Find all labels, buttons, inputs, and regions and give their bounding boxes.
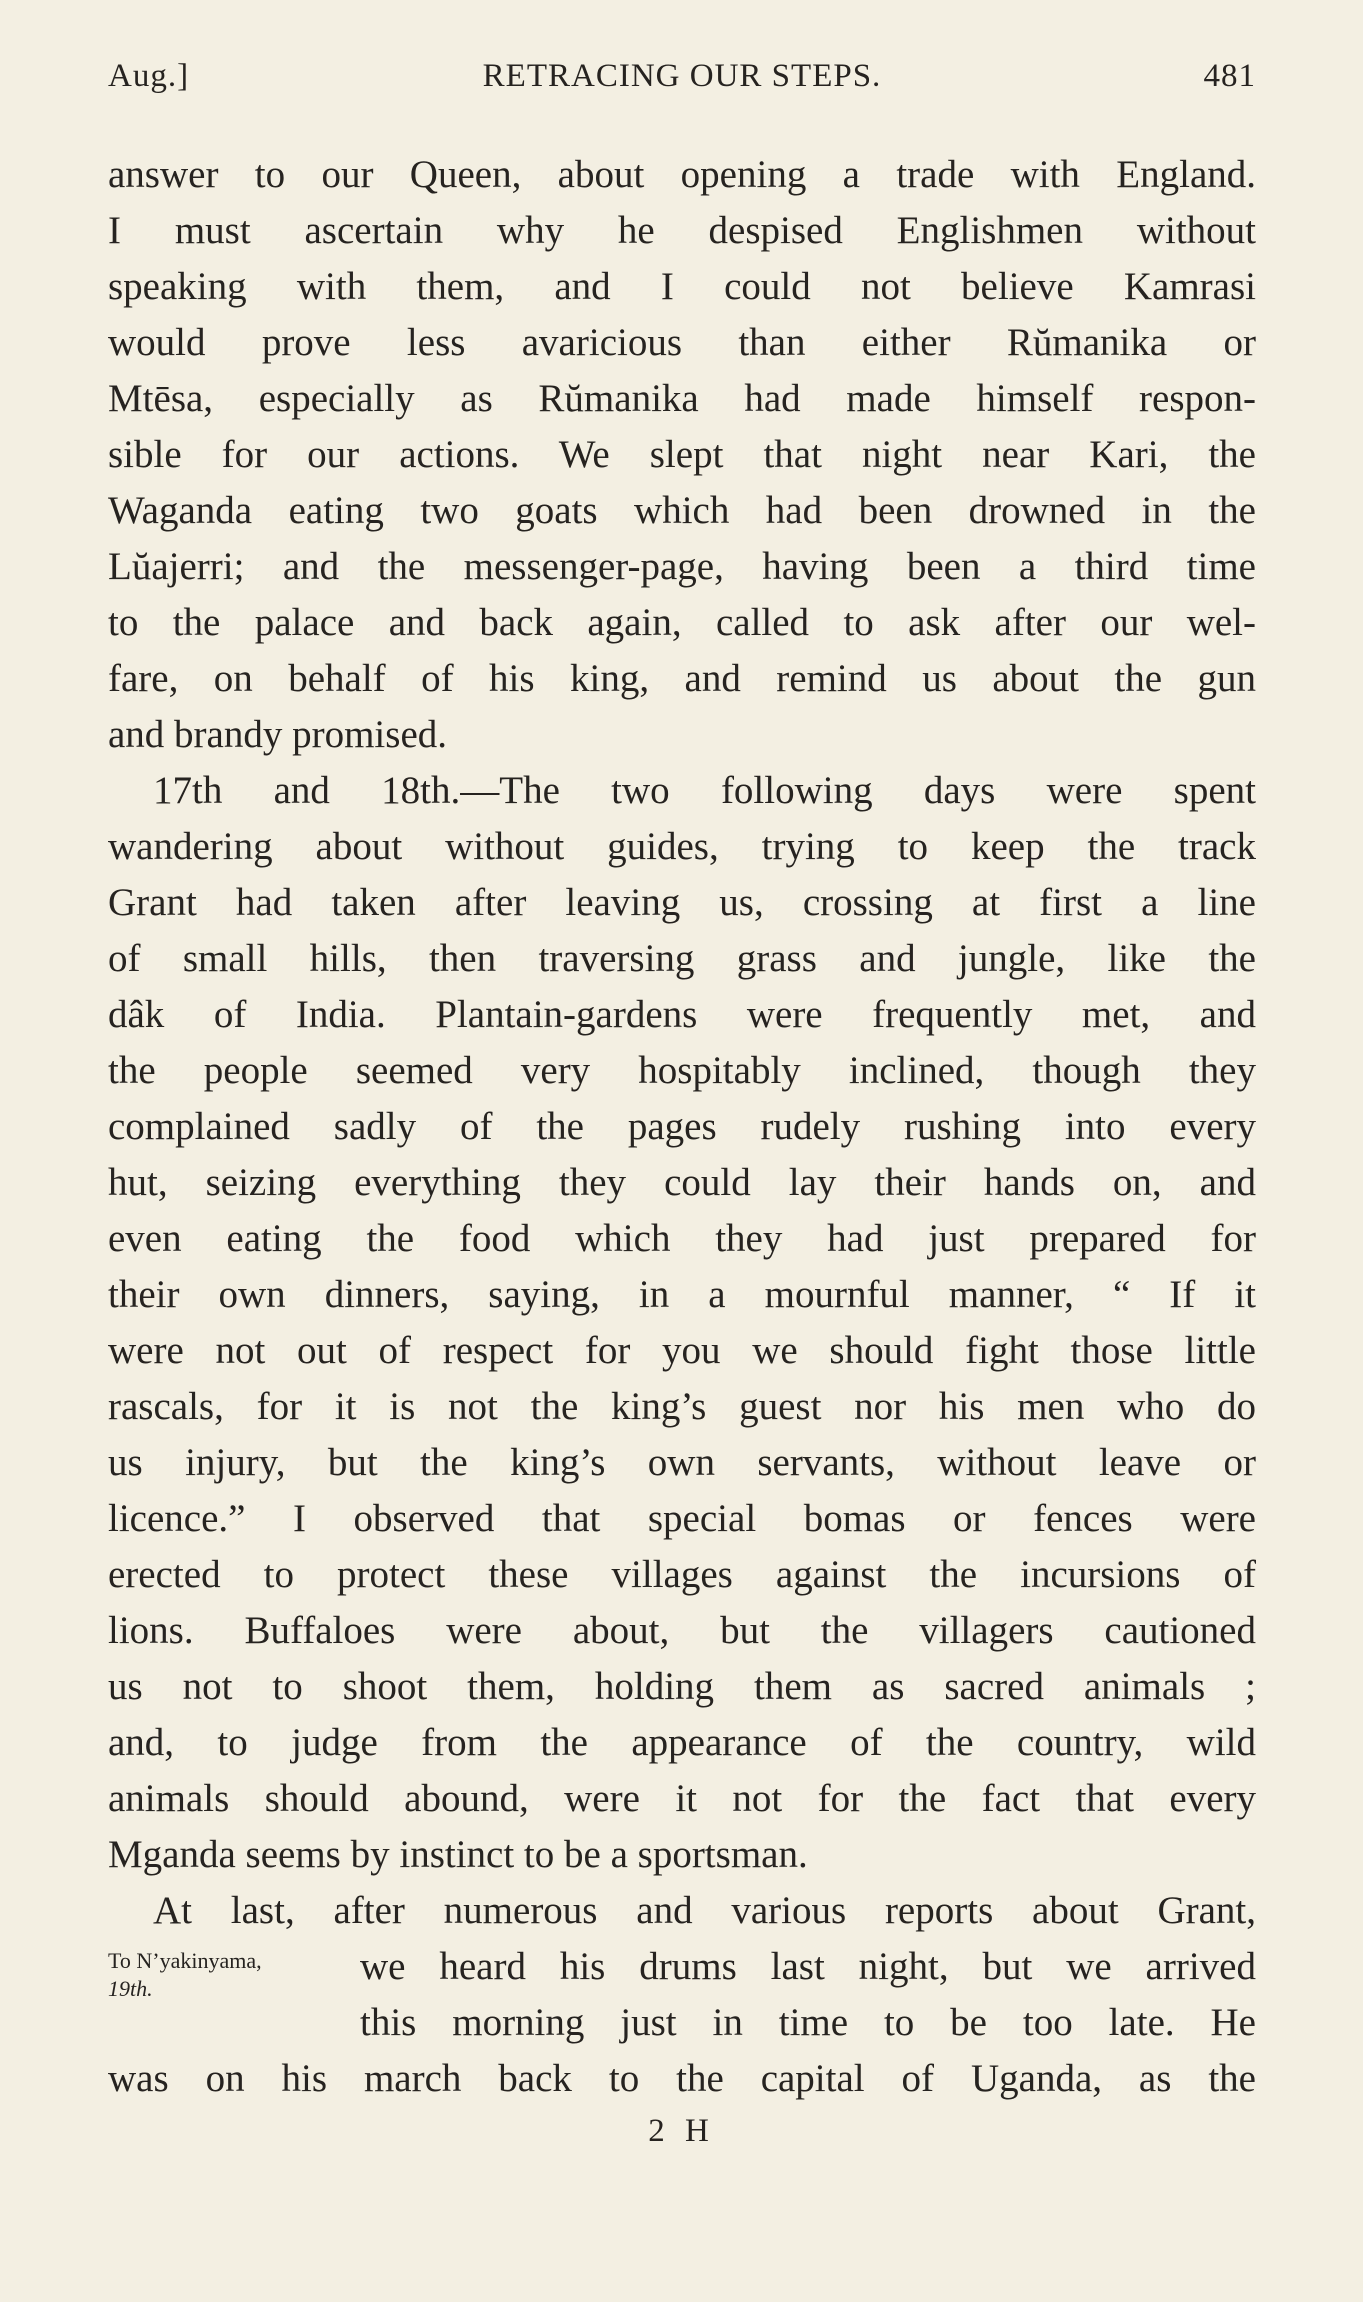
- text-line: Grant had taken after leaving us, crossing at first a line: [108, 881, 1256, 924]
- text-line: rascals, for it is not the king’s guest nor his men who do: [108, 1385, 1256, 1428]
- text-line: fare, on behalf of his king, and remind us about the gun: [108, 657, 1256, 700]
- text-line: dâk of India. Plantain-gardens were frequently met, and: [108, 993, 1256, 1036]
- text-line: even eating the food which they had just prepared for: [108, 1217, 1256, 1260]
- text-line: and brandy promised.: [108, 713, 448, 756]
- text-line: I must ascertain why he despised Englishmen without: [108, 209, 1256, 252]
- text-line: were not out of respect for you we should fight those little: [108, 1329, 1256, 1372]
- text-line: speaking with them, and I could not believe Kamrasi: [108, 265, 1256, 308]
- text-line: Mganda seems by instinct to be a sportsman.: [108, 1833, 808, 1876]
- text-line: their own dinners, saying, in a mournful manner, “ If it: [108, 1273, 1256, 1316]
- header-month: Aug.]: [108, 58, 190, 94]
- text-line: erected to protect these villages against the incursions of: [108, 1553, 1256, 1596]
- text-line: Waganda eating two goats which had been drowned in the: [108, 489, 1256, 532]
- text-line: would prove less avaricious than either Rŭmanika or: [108, 321, 1256, 364]
- page-number: 481: [1203, 58, 1256, 94]
- text-line: answer to our Queen, about opening a trade with England.: [108, 153, 1256, 196]
- text-line: us injury, but the king’s own servants, without leave or: [108, 1441, 1256, 1484]
- marginal-note-place: To N’yakinyama,: [108, 1948, 262, 1973]
- text-line: wandering about without guides, trying to keep the track: [108, 825, 1256, 868]
- text-line: the people seemed very hospitably inclined, though they: [108, 1049, 1256, 1092]
- text-line: of small hills, then traversing grass and jungle, like the: [108, 937, 1256, 980]
- text-line: At last, after numerous and various reports about Grant,: [153, 1889, 1256, 1932]
- text-line: 17th and 18th.—The two following days were spent: [153, 769, 1256, 812]
- text-line-content: this morning just in time to be too late. He: [360, 2001, 1256, 2044]
- text-line: hut, seizing everything they could lay their hands on, and: [108, 1161, 1256, 1204]
- text-line: [108, 1995, 1256, 2051]
- text-line: lions. Buffaloes were about, but the villagers cautioned: [108, 1609, 1256, 1652]
- text-line: Mtēsa, especially as Rŭmanika had made himself respon-: [108, 377, 1256, 420]
- text-line-with-sidenote: [108, 1939, 1256, 2001]
- text-line: us not to shoot them, holding them as sacred animals ;: [108, 1665, 1256, 1708]
- text-line: animals should abound, were it not for the fact that every: [108, 1777, 1256, 1820]
- text-line: licence.” I observed that special bomas or fences were: [108, 1497, 1256, 1540]
- text-line: and, to judge from the appearance of the country, wild: [108, 1721, 1256, 1764]
- marginal-note-date: 19th.: [108, 1976, 153, 2001]
- text-line: we heard his drums last night, but we arrived: [360, 1945, 1256, 1988]
- text-line: complained sadly of the pages rudely rushing into every: [108, 1105, 1256, 1148]
- body-text: [108, 147, 1256, 2107]
- running-header: [108, 58, 1256, 108]
- header-title: RETRACING OUR STEPS.: [482, 58, 882, 94]
- text-line: to the palace and back again, called to ask after our wel-: [108, 601, 1256, 644]
- text-line: was on his march back to the capital of Uganda, as the: [108, 2057, 1256, 2100]
- text-line: Lŭajerri; and the messenger-page, having been a third time: [108, 545, 1256, 588]
- signature-mark: 2 H: [648, 2113, 715, 2149]
- text-line: sible for our actions. We slept that night near Kari, the: [108, 433, 1256, 476]
